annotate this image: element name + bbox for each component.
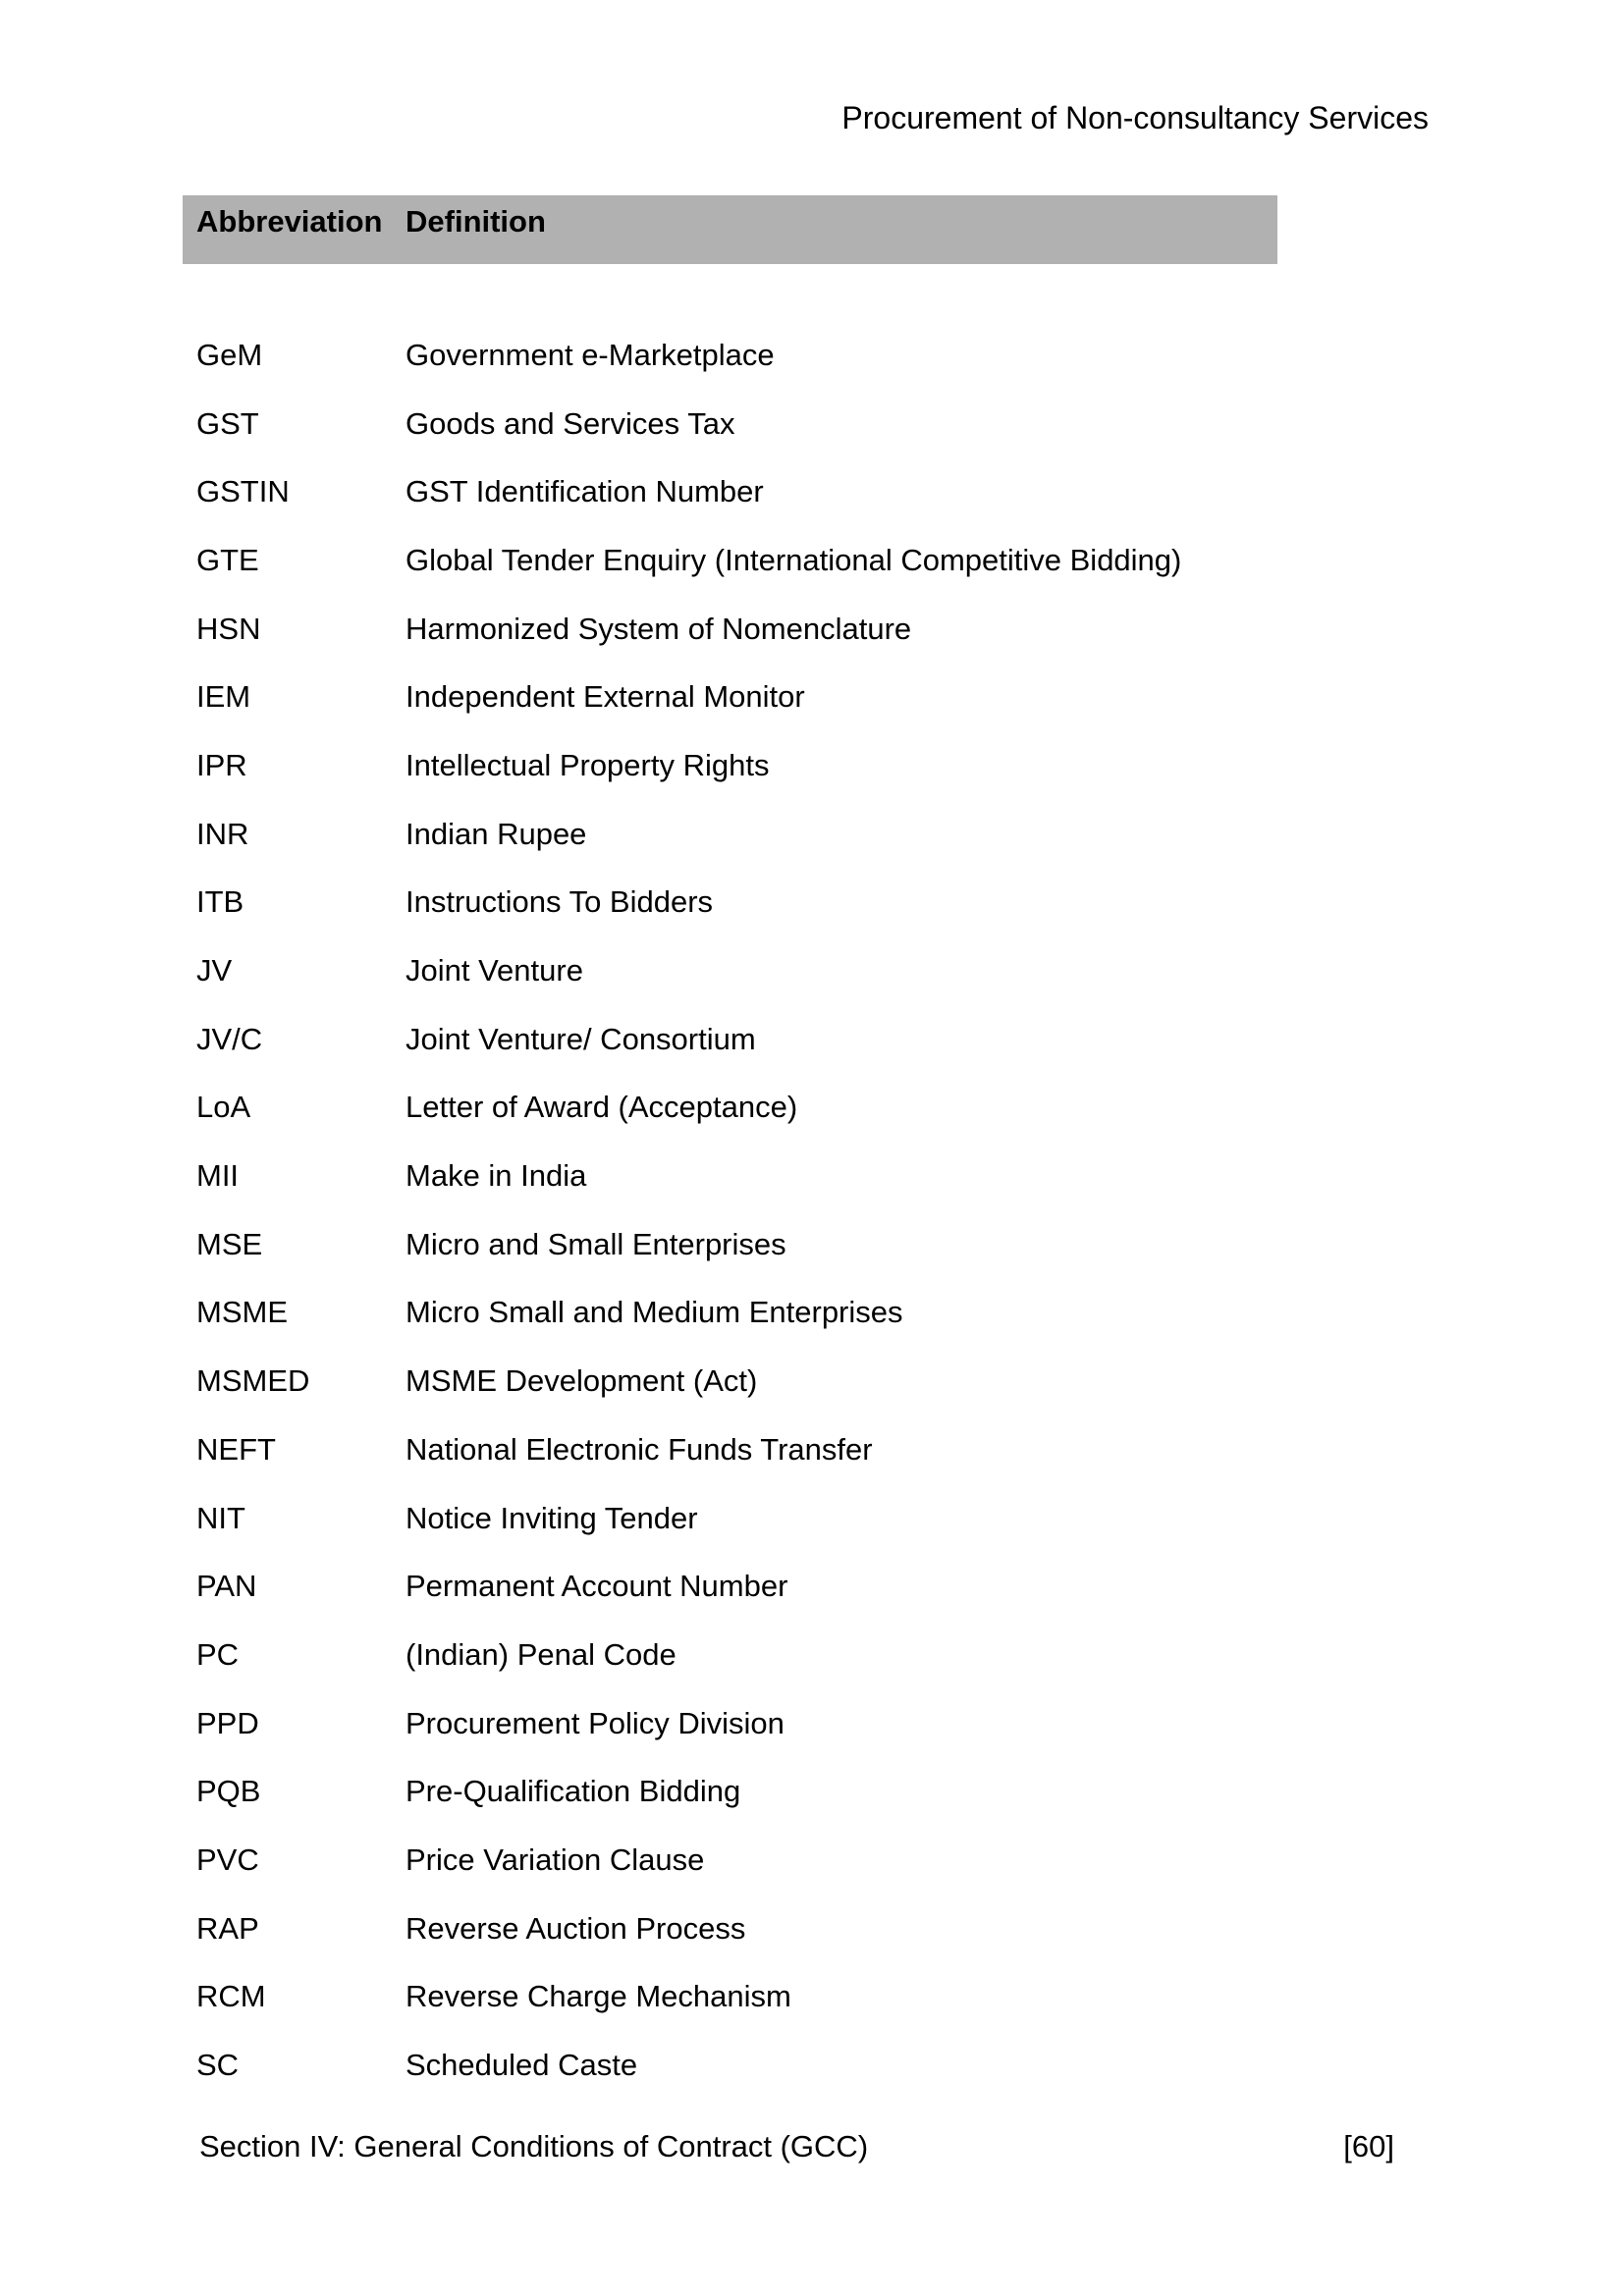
abbreviation-cell: PVC (196, 1842, 259, 1877)
abbreviation-cell: MSMED (196, 1363, 310, 1399)
table-row (183, 457, 1577, 526)
abbreviation-cell: ITB (196, 884, 244, 920)
abbreviation-cell: NIT (196, 1500, 245, 1535)
abbreviation-cell: PQB (196, 1774, 261, 1809)
abbreviation-cell: GTE (196, 542, 259, 577)
footer-page-number: [60] (1343, 2129, 1394, 2163)
definition-cell: GST Identification Number (406, 474, 764, 509)
definition-cell: MSME Development (Act) (406, 1363, 758, 1399)
definition-cell: Instructions To Bidders (406, 884, 714, 920)
table-row (183, 1757, 1577, 1826)
definition-cell: Make in India (406, 1158, 587, 1194)
definition-cell: Reverse Charge Mechanism (406, 1979, 791, 2014)
table-row (183, 800, 1577, 869)
definition-cell: Harmonized System of Nomenclature (406, 611, 912, 646)
abbreviation-cell: MSE (196, 1226, 263, 1261)
table-row (183, 869, 1577, 937)
column-header-definition: Definition (406, 204, 546, 239)
abbreviation-cell: RAP (196, 1910, 259, 1946)
table-row (183, 1621, 1577, 1689)
table-row (183, 2031, 1577, 2100)
table-row (183, 1210, 1577, 1279)
abbreviation-cell: JV/C (196, 1021, 263, 1056)
abbreviation-cell: HSN (196, 611, 261, 646)
abbreviation-cell: JV (196, 953, 233, 988)
abbreviation-cell: GSTIN (196, 474, 290, 509)
definition-cell: Micro and Small Enterprises (406, 1226, 786, 1261)
abbreviation-cell: GeM (196, 337, 263, 372)
table-row (183, 1074, 1577, 1143)
definition-cell: Pre-Qualification Bidding (406, 1774, 741, 1809)
abbreviation-cell: PPD (196, 1705, 259, 1740)
definition-cell: Independent External Monitor (406, 679, 805, 715)
column-header-abbreviation: Abbreviation (196, 204, 383, 239)
table-row (183, 595, 1577, 664)
definition-cell: (Indian) Penal Code (406, 1636, 677, 1672)
definition-cell: National Electronic Funds Transfer (406, 1431, 873, 1467)
abbreviation-cell: IPR (196, 747, 247, 782)
abbreviation-cell: PAN (196, 1569, 257, 1604)
definition-cell: Letter of Award (Acceptance) (406, 1090, 798, 1125)
definition-cell: Price Variation Clause (406, 1842, 705, 1877)
table-row (183, 1826, 1577, 1895)
table-row (183, 1415, 1577, 1484)
definition-cell: Procurement Policy Division (406, 1705, 785, 1740)
definition-cell: Notice Inviting Tender (406, 1500, 698, 1535)
table-row (183, 321, 1577, 390)
table-row (183, 936, 1577, 1005)
footer-section-title: Section IV: General Conditions of Contract (GCC) (199, 2129, 869, 2163)
table-row (183, 1347, 1577, 1415)
abbreviation-cell: GST (196, 405, 259, 441)
definition-cell: Joint Venture/ Consortium (406, 1021, 756, 1056)
abbreviation-cell: INR (196, 816, 249, 851)
abbreviation-cell: NEFT (196, 1431, 276, 1467)
definition-cell: Permanent Account Number (406, 1569, 788, 1604)
definition-cell: Micro Small and Medium Enterprises (406, 1295, 903, 1330)
definition-cell: Joint Venture (406, 953, 583, 988)
definition-cell: Intellectual Property Rights (406, 747, 770, 782)
definition-cell: Government e-Marketplace (406, 337, 775, 372)
table-row (183, 390, 1577, 458)
table-row (183, 1689, 1577, 1758)
table-row (183, 663, 1577, 731)
table-row (183, 1005, 1577, 1074)
definition-cell: Reverse Auction Process (406, 1910, 746, 1946)
abbreviation-cell: LoA (196, 1090, 251, 1125)
table-row (183, 1484, 1577, 1553)
abbreviation-table-body (183, 321, 1577, 2100)
table-row (183, 1552, 1577, 1621)
table-row (183, 731, 1577, 800)
abbreviation-cell: RCM (196, 1979, 266, 2014)
definition-cell: Global Tender Enquiry (International Competitive Bidding) (406, 542, 1182, 577)
definition-cell: Goods and Services Tax (406, 405, 735, 441)
abbreviation-cell: PC (196, 1636, 240, 1672)
definition-cell: Indian Rupee (406, 816, 587, 851)
abbreviation-cell: MII (196, 1158, 240, 1194)
abbreviation-cell: MSME (196, 1295, 288, 1330)
table-row (183, 1895, 1577, 1963)
definition-cell: Scheduled Caste (406, 2048, 638, 2083)
page-header-title: Procurement of Non-consultancy Services (841, 100, 1429, 135)
table-row (183, 1963, 1577, 2032)
table-row (183, 1279, 1577, 1348)
table-row (183, 1142, 1577, 1210)
abbreviation-cell: SC (196, 2048, 240, 2083)
abbreviation-cell: IEM (196, 679, 251, 715)
table-header-bar (183, 195, 1277, 264)
table-row (183, 526, 1577, 595)
